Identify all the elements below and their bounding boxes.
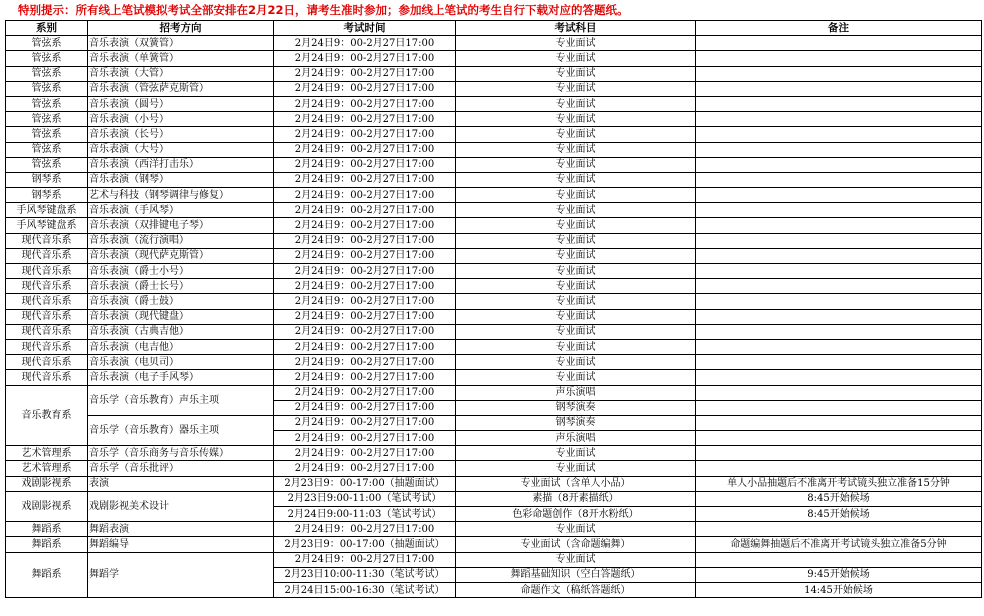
direction-cell: 戏剧影视美术设计 bbox=[88, 491, 274, 521]
time-cell: 2月24日9：00-2月27日17:00 bbox=[274, 279, 456, 294]
time-cell: 2月24日9：00-2月27日17:00 bbox=[274, 461, 456, 476]
note-cell: 8:45开始候场 bbox=[696, 507, 982, 522]
subject-cell: 专业面试 bbox=[456, 36, 696, 51]
dept-cell: 舞蹈系 bbox=[6, 537, 88, 552]
subject-cell: 专业面试 bbox=[456, 248, 696, 263]
time-cell: 2月23日9：00-17:00（抽题面试） bbox=[274, 537, 456, 552]
note-cell bbox=[696, 309, 982, 324]
table-row bbox=[6, 522, 982, 537]
table-row bbox=[6, 248, 982, 263]
note-cell bbox=[696, 552, 982, 567]
time-cell: 2月24日9:00-11:03（笔试考试） bbox=[274, 507, 456, 522]
note-cell bbox=[696, 96, 982, 111]
dept-cell: 管弦系 bbox=[6, 81, 88, 96]
time-cell: 2月24日9：00-2月27日17:00 bbox=[274, 188, 456, 203]
subject-cell: 专业面试 bbox=[456, 446, 696, 461]
direction-cell: 舞蹈表演 bbox=[88, 522, 274, 537]
dept-cell: 艺术管理系 bbox=[6, 446, 88, 461]
direction-cell: 音乐表演（大管） bbox=[88, 66, 274, 81]
direction-cell: 音乐表演（手风琴） bbox=[88, 203, 274, 218]
time-cell: 2月24日9：00-2月27日17:00 bbox=[274, 324, 456, 339]
header-row bbox=[6, 21, 982, 36]
subject-cell: 专业面试 bbox=[456, 324, 696, 339]
subject-cell: 钢琴演奏 bbox=[456, 400, 696, 415]
note-cell bbox=[696, 355, 982, 370]
direction-cell: 音乐表演（爵士小号） bbox=[88, 264, 274, 279]
subject-cell: 专业面试 bbox=[456, 218, 696, 233]
time-cell: 2月24日9：00-2月27日17:00 bbox=[274, 264, 456, 279]
table-row bbox=[6, 233, 982, 248]
subject-cell: 专业面试（含单人小品） bbox=[456, 476, 696, 491]
subject-cell: 专业面试 bbox=[456, 233, 696, 248]
direction-cell: 音乐学（音乐教育）声乐主项 bbox=[88, 385, 274, 415]
time-cell: 2月24日9：00-2月27日17:00 bbox=[274, 233, 456, 248]
subject-cell: 色彩命题创作（8开水粉纸） bbox=[456, 507, 696, 522]
subject-cell: 专业面试 bbox=[456, 81, 696, 96]
time-cell: 2月24日9：00-2月27日17:00 bbox=[274, 96, 456, 111]
direction-cell: 音乐表演（双排键电子琴） bbox=[88, 218, 274, 233]
note-cell: 命题编舞抽题后不准离开考试镜头独立准备5分钟 bbox=[696, 537, 982, 552]
dept-cell: 现代音乐系 bbox=[6, 248, 88, 263]
time-cell: 2月24日9：00-2月27日17:00 bbox=[274, 36, 456, 51]
direction-cell: 音乐学（音乐批评） bbox=[88, 461, 274, 476]
dept-cell: 现代音乐系 bbox=[6, 370, 88, 385]
table-row bbox=[6, 218, 982, 233]
note-cell bbox=[696, 188, 982, 203]
time-cell: 2月24日9：00-2月27日17:00 bbox=[274, 218, 456, 233]
dept-cell: 现代音乐系 bbox=[6, 324, 88, 339]
dept-cell: 管弦系 bbox=[6, 51, 88, 66]
subject-cell: 专业面试 bbox=[456, 370, 696, 385]
table-row bbox=[6, 552, 982, 567]
header-direction: 招考方向 bbox=[88, 21, 274, 36]
time-cell: 2月24日9：00-2月27日17:00 bbox=[274, 552, 456, 567]
dept-cell: 管弦系 bbox=[6, 142, 88, 157]
header-note: 备注 bbox=[696, 21, 982, 36]
dept-cell: 现代音乐系 bbox=[6, 233, 88, 248]
subject-cell: 专业面试 bbox=[456, 66, 696, 81]
note-cell bbox=[696, 370, 982, 385]
dept-cell: 戏剧影视系 bbox=[6, 491, 88, 521]
subject-cell: 专业面试 bbox=[456, 142, 696, 157]
time-cell: 2月24日9：00-2月27日17:00 bbox=[274, 522, 456, 537]
table-row bbox=[6, 112, 982, 127]
time-cell: 2月24日9：00-2月27日17:00 bbox=[274, 431, 456, 446]
subject-cell: 专业面试 bbox=[456, 339, 696, 354]
note-cell bbox=[696, 385, 982, 400]
table-row bbox=[6, 264, 982, 279]
time-cell: 2月24日9：00-2月27日17:00 bbox=[274, 339, 456, 354]
note-cell bbox=[696, 233, 982, 248]
time-cell: 2月24日9：00-2月27日17:00 bbox=[274, 309, 456, 324]
direction-cell: 音乐学（音乐商务与音乐传媒） bbox=[88, 446, 274, 461]
table-row bbox=[6, 172, 982, 187]
time-cell: 2月24日9：00-2月27日17:00 bbox=[274, 142, 456, 157]
dept-cell: 钢琴系 bbox=[6, 188, 88, 203]
dept-cell: 现代音乐系 bbox=[6, 355, 88, 370]
table-row bbox=[6, 355, 982, 370]
direction-cell: 音乐表演（古典吉他） bbox=[88, 324, 274, 339]
note-cell bbox=[696, 461, 982, 476]
note-cell bbox=[696, 522, 982, 537]
note-cell bbox=[696, 172, 982, 187]
dept-cell: 戏剧影视系 bbox=[6, 476, 88, 491]
table-row bbox=[6, 491, 982, 506]
time-cell: 2月23日9:00-11:00（笔试考试） bbox=[274, 491, 456, 506]
direction-cell: 音乐表演（钢琴） bbox=[88, 172, 274, 187]
dept-cell: 手风琴键盘系 bbox=[6, 218, 88, 233]
table-row bbox=[6, 96, 982, 111]
dept-cell: 现代音乐系 bbox=[6, 294, 88, 309]
time-cell: 2月24日9：00-2月27日17:00 bbox=[274, 385, 456, 400]
table-row bbox=[6, 294, 982, 309]
note-cell bbox=[696, 446, 982, 461]
note-cell bbox=[696, 112, 982, 127]
direction-cell: 舞蹈学 bbox=[88, 552, 274, 598]
dept-cell: 管弦系 bbox=[6, 157, 88, 172]
subject-cell: 专业面试 bbox=[456, 355, 696, 370]
direction-cell: 表演 bbox=[88, 476, 274, 491]
subject-cell: 专业面试 bbox=[456, 264, 696, 279]
note-cell bbox=[696, 142, 982, 157]
time-cell: 2月24日9：00-2月27日17:00 bbox=[274, 51, 456, 66]
subject-cell: 专业面试 bbox=[456, 309, 696, 324]
subject-cell: 钢琴演奏 bbox=[456, 415, 696, 430]
table-row bbox=[6, 157, 982, 172]
note-cell bbox=[696, 279, 982, 294]
dept-cell: 现代音乐系 bbox=[6, 309, 88, 324]
note-cell: 单人小品抽题后不准离开考试镜头独立准备15分钟 bbox=[696, 476, 982, 491]
time-cell: 2月24日9：00-2月27日17:00 bbox=[274, 157, 456, 172]
table-row bbox=[6, 142, 982, 157]
subject-cell: 素描（8开素描纸） bbox=[456, 491, 696, 506]
direction-cell: 音乐表演（爵士长号） bbox=[88, 279, 274, 294]
table-row bbox=[6, 370, 982, 385]
time-cell: 2月24日9：00-2月27日17:00 bbox=[274, 370, 456, 385]
time-cell: 2月24日9：00-2月27日17:00 bbox=[274, 400, 456, 415]
time-cell: 2月24日15:00-16:30（笔试考试） bbox=[274, 582, 456, 597]
note-cell: 8:45开始候场 bbox=[696, 491, 982, 506]
subject-cell: 舞蹈基础知识（空白答题纸） bbox=[456, 567, 696, 582]
header-time: 考试时间 bbox=[274, 21, 456, 36]
note-cell bbox=[696, 157, 982, 172]
table-row bbox=[6, 339, 982, 354]
direction-cell: 音乐表演（西洋打击乐） bbox=[88, 157, 274, 172]
direction-cell: 音乐表演（大号） bbox=[88, 142, 274, 157]
time-cell: 2月24日9：00-2月27日17:00 bbox=[274, 203, 456, 218]
subject-cell: 专业面试 bbox=[456, 461, 696, 476]
table-row bbox=[6, 51, 982, 66]
direction-cell: 音乐表演（爵士鼓） bbox=[88, 294, 274, 309]
subject-cell: 专业面试 bbox=[456, 279, 696, 294]
note-cell bbox=[696, 248, 982, 263]
subject-cell: 专业面试 bbox=[456, 522, 696, 537]
subject-cell: 声乐演唱 bbox=[456, 385, 696, 400]
direction-cell: 音乐表演（电贝司） bbox=[88, 355, 274, 370]
direction-cell: 音乐表演（单簧管） bbox=[88, 51, 274, 66]
subject-cell: 专业面试 bbox=[456, 127, 696, 142]
direction-cell: 音乐表演（小号） bbox=[88, 112, 274, 127]
table-row bbox=[6, 66, 982, 81]
table-row bbox=[6, 188, 982, 203]
note-cell bbox=[696, 415, 982, 430]
time-cell: 2月23日10:00-11:30（笔试考试） bbox=[274, 567, 456, 582]
direction-cell: 音乐表演（圆号） bbox=[88, 96, 274, 111]
note-cell bbox=[696, 264, 982, 279]
table-row bbox=[6, 81, 982, 96]
table-row bbox=[6, 415, 982, 430]
dept-cell: 音乐教育系 bbox=[6, 385, 88, 446]
header-subject: 考试科目 bbox=[456, 21, 696, 36]
time-cell: 2月24日9：00-2月27日17:00 bbox=[274, 127, 456, 142]
direction-cell: 音乐学（音乐教育）器乐主项 bbox=[88, 415, 274, 445]
note-cell bbox=[696, 324, 982, 339]
dept-cell: 钢琴系 bbox=[6, 172, 88, 187]
direction-cell: 音乐表演（电子手风琴） bbox=[88, 370, 274, 385]
time-cell: 2月24日9：00-2月27日17:00 bbox=[274, 66, 456, 81]
dept-cell: 舞蹈系 bbox=[6, 552, 88, 598]
note-cell bbox=[696, 431, 982, 446]
note-cell bbox=[696, 400, 982, 415]
table-row bbox=[6, 476, 982, 491]
subject-cell: 专业面试（含命题编舞） bbox=[456, 537, 696, 552]
table-row bbox=[6, 203, 982, 218]
time-cell: 2月24日9：00-2月27日17:00 bbox=[274, 81, 456, 96]
note-cell: 9:45开始候场 bbox=[696, 567, 982, 582]
dept-cell: 现代音乐系 bbox=[6, 339, 88, 354]
table-row bbox=[6, 279, 982, 294]
direction-cell: 艺术与科技（钢琴调律与修复） bbox=[88, 188, 274, 203]
direction-cell: 音乐表演（管弦萨克斯管） bbox=[88, 81, 274, 96]
dept-cell: 管弦系 bbox=[6, 127, 88, 142]
table-row bbox=[6, 324, 982, 339]
direction-cell: 音乐表演（流行演唱） bbox=[88, 233, 274, 248]
subject-cell: 专业面试 bbox=[456, 294, 696, 309]
table-row bbox=[6, 461, 982, 476]
note-cell bbox=[696, 127, 982, 142]
dept-cell: 舞蹈系 bbox=[6, 522, 88, 537]
dept-cell: 管弦系 bbox=[6, 66, 88, 81]
table-row bbox=[6, 127, 982, 142]
table-row bbox=[6, 309, 982, 324]
subject-cell: 专业面试 bbox=[456, 203, 696, 218]
direction-cell: 音乐表演（双簧管） bbox=[88, 36, 274, 51]
subject-cell: 声乐演唱 bbox=[456, 431, 696, 446]
subject-cell: 专业面试 bbox=[456, 157, 696, 172]
note-cell bbox=[696, 339, 982, 354]
exam-schedule-table bbox=[5, 20, 982, 598]
table-row bbox=[6, 36, 982, 51]
notice-banner: 特别提示：所有线上笔试模拟考试全部安排在2月22日，请考生准时参加；参加线上笔试的考生自行下载对应的答题纸。 bbox=[18, 3, 629, 17]
direction-cell: 音乐表演（长号） bbox=[88, 127, 274, 142]
dept-cell: 管弦系 bbox=[6, 36, 88, 51]
direction-cell: 舞蹈编导 bbox=[88, 537, 274, 552]
dept-cell: 现代音乐系 bbox=[6, 264, 88, 279]
time-cell: 2月24日9：00-2月27日17:00 bbox=[274, 355, 456, 370]
time-cell: 2月24日9：00-2月27日17:00 bbox=[274, 294, 456, 309]
time-cell: 2月24日9：00-2月27日17:00 bbox=[274, 248, 456, 263]
note-cell bbox=[696, 66, 982, 81]
subject-cell: 专业面试 bbox=[456, 552, 696, 567]
time-cell: 2月24日9：00-2月27日17:00 bbox=[274, 446, 456, 461]
dept-cell: 管弦系 bbox=[6, 112, 88, 127]
note-cell bbox=[696, 203, 982, 218]
subject-cell: 专业面试 bbox=[456, 188, 696, 203]
note-cell bbox=[696, 294, 982, 309]
table-row bbox=[6, 446, 982, 461]
header-dept: 系别 bbox=[6, 21, 88, 36]
subject-cell: 命题作文（稿纸答题纸） bbox=[456, 582, 696, 597]
direction-cell: 音乐表演（现代萨克斯管） bbox=[88, 248, 274, 263]
table-row bbox=[6, 385, 982, 400]
direction-cell: 音乐表演（现代键盘） bbox=[88, 309, 274, 324]
time-cell: 2月23日9：00-17:00（抽题面试） bbox=[274, 476, 456, 491]
subject-cell: 专业面试 bbox=[456, 112, 696, 127]
subject-cell: 专业面试 bbox=[456, 172, 696, 187]
subject-cell: 专业面试 bbox=[456, 96, 696, 111]
time-cell: 2月24日9：00-2月27日17:00 bbox=[274, 172, 456, 187]
time-cell: 2月24日9：00-2月27日17:00 bbox=[274, 112, 456, 127]
note-cell: 14:45开始候场 bbox=[696, 582, 982, 597]
dept-cell: 现代音乐系 bbox=[6, 279, 88, 294]
note-cell bbox=[696, 81, 982, 96]
direction-cell: 音乐表演（电吉他） bbox=[88, 339, 274, 354]
note-cell bbox=[696, 36, 982, 51]
dept-cell: 管弦系 bbox=[6, 96, 88, 111]
table-row bbox=[6, 537, 982, 552]
dept-cell: 艺术管理系 bbox=[6, 461, 88, 476]
dept-cell: 手风琴键盘系 bbox=[6, 203, 88, 218]
subject-cell: 专业面试 bbox=[456, 51, 696, 66]
note-cell bbox=[696, 51, 982, 66]
time-cell: 2月24日9：00-2月27日17:00 bbox=[274, 415, 456, 430]
note-cell bbox=[696, 218, 982, 233]
